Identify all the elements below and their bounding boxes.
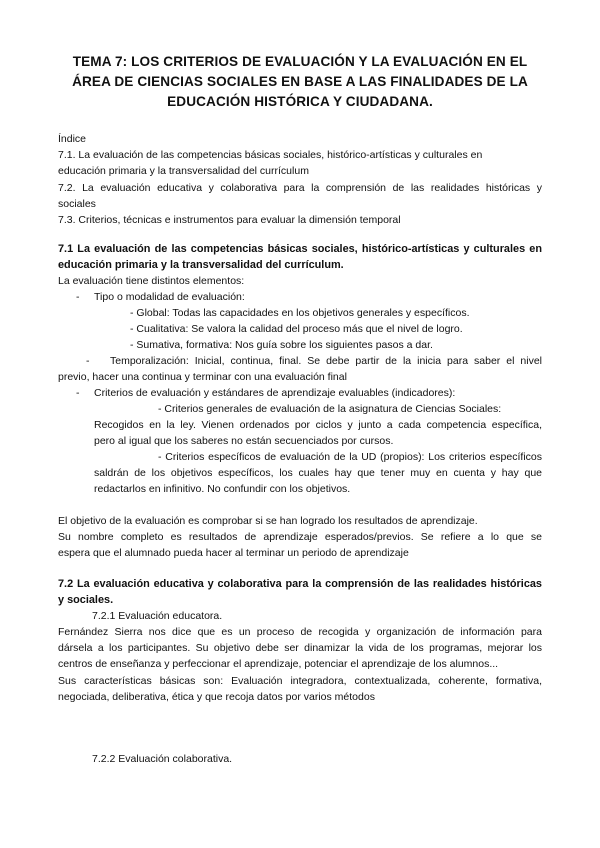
section-heading: 7.2 La evaluación educativa y colaborativa para la comprensión de las realidades históricas y sociales. [58,578,542,607]
sub-list-item: - Sumativa, formativa: Nos guía sobre los siguientes pasos a dar. [130,339,433,352]
title-line: ÁREA DE CIENCIAS SOCIALES EN BASE A LAS FINALIDADES DE LA [72,74,528,89]
document-title [50,52,550,112]
list-item: Temporalización: Inicial, continua, final. Se debe partir de la inicia para saber el nivel [110,355,542,367]
title-line: EDUCACIÓN HISTÓRICA Y CIUDADANA. [167,94,433,109]
sub-list [130,305,470,354]
subsection-heading: 7.2.2 Evaluación colaborativa. [92,753,233,765]
index-item: 7.3. Criterios, técnicas e instrumentos para evaluar la dimensión temporal [58,214,401,227]
sub-list-item-continuation: Recogidos en la ley. Vienen ordenados por ciclos y junto a cada competencia específica, pero al igual que los saberes no están secuenciados por cursos. [94,419,542,448]
index-item: 7.1. La evaluación de las competencias básicas sociales, histórico-artísticas y culturales en [58,149,483,162]
list-item-continuation: previo, hacer una continua y terminar con una evaluación final [58,371,347,383]
index-item: 7.2. La evaluación educativa y colaborativa para la comprensión de las realidades históricas y [58,181,542,194]
index-heading: Índice [58,133,87,145]
list-bullet: - [76,291,80,303]
list-bullet: - [76,387,80,399]
paragraph: El objetivo de la evaluación es comprobar si se han logrado los resultados de aprendizaje. Su nombre completo es resultados de aprendizaje esperados/previos. Se refiere a lo que se espera que el alumnado pueda hacer al terminar un periodo de aprendizaje [58,515,542,560]
sub-list-item: - Cualitativa: Se valora la calidad del proceso más que el nivel de logro. [130,323,463,336]
list-item: Criterios de evaluación y estándares de aprendizaje evaluables (indicadores): [94,387,456,399]
subsection-heading: 7.2.1 Evaluación educatora. [92,610,223,622]
sub-list-item: - Criterios generales de evaluación de la asignatura de Ciencias Sociales: [158,403,502,415]
index-block [58,131,542,228]
sub-list-item: - Global: Todas las capacidades en los objetivos generales y específicos. [130,307,470,319]
section-heading: 7.1 La evaluación de las competencias básicas sociales, histórico-artísticas y culturales en educación primaria y la transversalidad del currículum. [58,243,542,272]
index-item: sociales [58,197,96,210]
paragraph: La evaluación tiene distintos elementos: [58,275,245,287]
list-bullet: - [86,355,90,367]
title-line: TEMA 7: LOS CRITERIOS DE EVALUACIÓN Y LA EVALUACIÓN EN EL [72,54,528,69]
sub-list-item: - Criterios específicos de evaluación de la UD (propios): Los criterios específicos [158,451,542,463]
index-item: educación primaria y la transversalidad del currículum [58,165,309,178]
list-item: Tipo o modalidad de evaluación: [94,291,245,303]
paragraph: Fernández Sierra nos dice que es un proceso de recogida y organización de información para dársela a los participantes. Su objetivo debe ser dinamizar la vida de los programas, mejorar los centros de enseñanza y perfeccionar el aprendizaje, potenciar el aprendizaje de los alumnos... Sus características básicas son: Evaluación integradora, contextualizada, coherente, formativa, negociada, deliberativa, ética y que recoja datos por varios métodos [58,626,542,703]
sub-list-item-continuation: saldrán de los objetivos específicos, los cuales hay que tener muy en cuenta y hay que redactarlos en infinitivo. No confundir con los objetivos. [94,467,542,496]
